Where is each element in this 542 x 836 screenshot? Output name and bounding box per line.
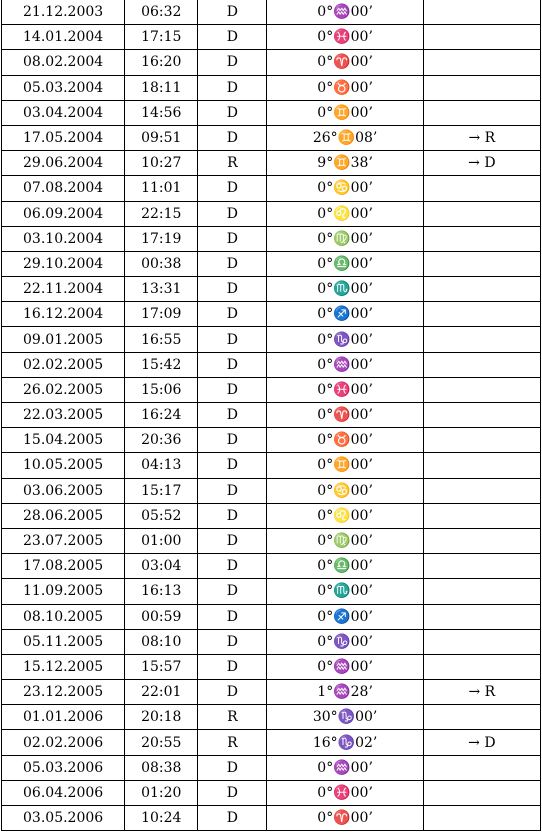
- direction-cell: D: [198, 755, 267, 780]
- position-cell: 0°♓00’: [267, 780, 423, 805]
- position-cell: 0°♈00’: [267, 403, 423, 428]
- time-cell: 16:55: [125, 327, 198, 352]
- station-note-cell: [423, 755, 540, 780]
- position-cell: 1°♒28’: [267, 680, 423, 705]
- date-cell: 09.01.2005: [2, 327, 125, 352]
- date-cell: 07.08.2004: [2, 176, 125, 201]
- table-row: [2, 654, 541, 679]
- station-note-cell: [423, 75, 540, 100]
- position-cell: 0°♑00’: [267, 327, 423, 352]
- position-cell: 0°♎00’: [267, 251, 423, 276]
- ephemeris-table: [1, 0, 541, 831]
- position-cell: 0°♍00’: [267, 528, 423, 553]
- position-cell: 0°♒00’: [267, 755, 423, 780]
- station-note-cell: [423, 251, 540, 276]
- time-cell: 01:20: [125, 780, 198, 805]
- direction-cell: D: [198, 629, 267, 654]
- date-cell: 23.07.2005: [2, 528, 125, 553]
- date-cell: 14.01.2004: [2, 25, 125, 50]
- time-cell: 09:51: [125, 125, 198, 150]
- direction-cell: D: [198, 125, 267, 150]
- time-cell: 15:06: [125, 377, 198, 402]
- table-row: [2, 453, 541, 478]
- station-note-cell: [423, 0, 540, 25]
- position-cell: 0°♋00’: [267, 478, 423, 503]
- date-cell: 10.05.2005: [2, 453, 125, 478]
- table-row: [2, 554, 541, 579]
- date-cell: 03.04.2004: [2, 100, 125, 125]
- position-cell: 0°♒00’: [267, 654, 423, 679]
- station-note-cell: [423, 528, 540, 553]
- time-cell: 22:01: [125, 680, 198, 705]
- direction-cell: D: [198, 503, 267, 528]
- direction-cell: D: [198, 201, 267, 226]
- direction-cell: D: [198, 75, 267, 100]
- time-cell: 01:00: [125, 528, 198, 553]
- table-row: [2, 125, 541, 150]
- station-note-cell: → D: [423, 730, 540, 755]
- position-cell: 0°♒00’: [267, 0, 423, 25]
- table-row: [2, 226, 541, 251]
- station-note-cell: [423, 428, 540, 453]
- table-row: [2, 201, 541, 226]
- time-cell: 20:18: [125, 705, 198, 730]
- station-note-cell: [423, 327, 540, 352]
- table-row: [2, 151, 541, 176]
- station-note-cell: [423, 377, 540, 402]
- date-cell: 26.02.2005: [2, 377, 125, 402]
- direction-cell: D: [198, 302, 267, 327]
- time-cell: 04:13: [125, 453, 198, 478]
- position-cell: 30°♑00’: [267, 705, 423, 730]
- date-cell: 17.05.2004: [2, 125, 125, 150]
- station-note-cell: [423, 226, 540, 251]
- position-cell: 0°♌00’: [267, 201, 423, 226]
- date-cell: 06.09.2004: [2, 201, 125, 226]
- table-row: [2, 377, 541, 402]
- table-row: [2, 478, 541, 503]
- time-cell: 20:36: [125, 428, 198, 453]
- direction-cell: D: [198, 579, 267, 604]
- date-cell: 05.03.2006: [2, 755, 125, 780]
- direction-cell: D: [198, 528, 267, 553]
- station-note-cell: [423, 277, 540, 302]
- direction-cell: D: [198, 100, 267, 125]
- direction-cell: D: [198, 377, 267, 402]
- position-cell: 0°♉00’: [267, 75, 423, 100]
- time-cell: 17:19: [125, 226, 198, 251]
- time-cell: 00:59: [125, 604, 198, 629]
- table-row: [2, 251, 541, 276]
- date-cell: 11.09.2005: [2, 579, 125, 604]
- direction-cell: D: [198, 25, 267, 50]
- table-row: [2, 604, 541, 629]
- position-cell: 0°♉00’: [267, 428, 423, 453]
- station-note-cell: [423, 604, 540, 629]
- date-cell: 05.11.2005: [2, 629, 125, 654]
- table-row: [2, 780, 541, 805]
- position-cell: 0°♏00’: [267, 579, 423, 604]
- date-cell: 08.02.2004: [2, 50, 125, 75]
- position-cell: 0°♒00’: [267, 352, 423, 377]
- position-cell: 0°♊00’: [267, 100, 423, 125]
- station-note-cell: [423, 403, 540, 428]
- date-cell: 22.11.2004: [2, 277, 125, 302]
- table-row: [2, 730, 541, 755]
- station-note-cell: [423, 654, 540, 679]
- direction-cell: D: [198, 453, 267, 478]
- date-cell: 28.06.2005: [2, 503, 125, 528]
- direction-cell: D: [198, 251, 267, 276]
- date-cell: 16.12.2004: [2, 302, 125, 327]
- direction-cell: D: [198, 680, 267, 705]
- direction-cell: D: [198, 806, 267, 831]
- station-note-cell: [423, 25, 540, 50]
- date-cell: 23.12.2005: [2, 680, 125, 705]
- station-note-cell: [423, 503, 540, 528]
- position-cell: 0°♏00’: [267, 277, 423, 302]
- station-note-cell: → R: [423, 680, 540, 705]
- station-note-cell: [423, 176, 540, 201]
- position-cell: 9°♊38’: [267, 151, 423, 176]
- table-row: [2, 100, 541, 125]
- station-note-cell: [423, 352, 540, 377]
- station-note-cell: [423, 579, 540, 604]
- table-row: [2, 629, 541, 654]
- time-cell: 11:01: [125, 176, 198, 201]
- table-row: [2, 806, 541, 831]
- position-cell: 0°♓00’: [267, 377, 423, 402]
- position-cell: 0°♊00’: [267, 453, 423, 478]
- direction-cell: D: [198, 0, 267, 25]
- table-row: [2, 705, 541, 730]
- station-note-cell: → R: [423, 125, 540, 150]
- station-note-cell: [423, 453, 540, 478]
- position-cell: 26°♊08’: [267, 125, 423, 150]
- position-cell: 0°♍00’: [267, 226, 423, 251]
- date-cell: 29.10.2004: [2, 251, 125, 276]
- time-cell: 00:38: [125, 251, 198, 276]
- station-note-cell: [423, 100, 540, 125]
- time-cell: 17:15: [125, 25, 198, 50]
- table-row: [2, 75, 541, 100]
- time-cell: 22:15: [125, 201, 198, 226]
- table-row: [2, 503, 541, 528]
- direction-cell: D: [198, 277, 267, 302]
- time-cell: 15:42: [125, 352, 198, 377]
- station-note-cell: [423, 780, 540, 805]
- station-note-cell: [423, 629, 540, 654]
- station-note-cell: [423, 50, 540, 75]
- direction-cell: D: [198, 176, 267, 201]
- time-cell: 10:24: [125, 806, 198, 831]
- table-row: [2, 428, 541, 453]
- date-cell: 21.12.2003: [2, 0, 125, 25]
- time-cell: 08:10: [125, 629, 198, 654]
- date-cell: 03.06.2005: [2, 478, 125, 503]
- time-cell: 10:27: [125, 151, 198, 176]
- table-row: [2, 176, 541, 201]
- direction-cell: D: [198, 327, 267, 352]
- direction-cell: D: [198, 403, 267, 428]
- date-cell: 15.12.2005: [2, 654, 125, 679]
- position-cell: 16°♑02’: [267, 730, 423, 755]
- table-row: [2, 50, 541, 75]
- direction-cell: D: [198, 50, 267, 75]
- table-row: [2, 277, 541, 302]
- time-cell: 18:11: [125, 75, 198, 100]
- table-row: [2, 680, 541, 705]
- direction-cell: R: [198, 730, 267, 755]
- station-note-cell: [423, 201, 540, 226]
- date-cell: 06.04.2006: [2, 780, 125, 805]
- direction-cell: D: [198, 554, 267, 579]
- time-cell: 05:52: [125, 503, 198, 528]
- time-cell: 03:04: [125, 554, 198, 579]
- table-row: [2, 755, 541, 780]
- date-cell: 08.10.2005: [2, 604, 125, 629]
- time-cell: 14:56: [125, 100, 198, 125]
- time-cell: 15:17: [125, 478, 198, 503]
- date-cell: 01.01.2006: [2, 705, 125, 730]
- station-note-cell: [423, 302, 540, 327]
- time-cell: 17:09: [125, 302, 198, 327]
- station-note-cell: → D: [423, 151, 540, 176]
- position-cell: 0°♐00’: [267, 302, 423, 327]
- table-row: [2, 579, 541, 604]
- direction-cell: R: [198, 705, 267, 730]
- station-note-cell: [423, 478, 540, 503]
- direction-cell: D: [198, 226, 267, 251]
- ephemeris-table-body: [2, 0, 541, 831]
- table-row: [2, 352, 541, 377]
- date-cell: 03.05.2006: [2, 806, 125, 831]
- time-cell: 16:13: [125, 579, 198, 604]
- direction-cell: D: [198, 352, 267, 377]
- time-cell: 15:57: [125, 654, 198, 679]
- date-cell: 02.02.2005: [2, 352, 125, 377]
- position-cell: 0°♌00’: [267, 503, 423, 528]
- direction-cell: D: [198, 780, 267, 805]
- date-cell: 17.08.2005: [2, 554, 125, 579]
- position-cell: 0°♋00’: [267, 176, 423, 201]
- position-cell: 0°♓00’: [267, 25, 423, 50]
- position-cell: 0°♑00’: [267, 629, 423, 654]
- table-row: [2, 0, 541, 25]
- table-row: [2, 403, 541, 428]
- date-cell: 03.10.2004: [2, 226, 125, 251]
- table-row: [2, 327, 541, 352]
- station-note-cell: [423, 705, 540, 730]
- direction-cell: R: [198, 151, 267, 176]
- date-cell: 15.04.2005: [2, 428, 125, 453]
- table-row: [2, 528, 541, 553]
- direction-cell: D: [198, 604, 267, 629]
- direction-cell: D: [198, 654, 267, 679]
- position-cell: 0°♎00’: [267, 554, 423, 579]
- position-cell: 0°♈00’: [267, 806, 423, 831]
- date-cell: 05.03.2004: [2, 75, 125, 100]
- time-cell: 06:32: [125, 0, 198, 25]
- table-row: [2, 302, 541, 327]
- station-note-cell: [423, 554, 540, 579]
- time-cell: 16:20: [125, 50, 198, 75]
- position-cell: 0°♐00’: [267, 604, 423, 629]
- direction-cell: D: [198, 428, 267, 453]
- date-cell: 22.03.2005: [2, 403, 125, 428]
- table-row: [2, 25, 541, 50]
- time-cell: 08:38: [125, 755, 198, 780]
- date-cell: 02.02.2006: [2, 730, 125, 755]
- time-cell: 20:55: [125, 730, 198, 755]
- position-cell: 0°♈00’: [267, 50, 423, 75]
- time-cell: 13:31: [125, 277, 198, 302]
- date-cell: 29.06.2004: [2, 151, 125, 176]
- time-cell: 16:24: [125, 403, 198, 428]
- station-note-cell: [423, 806, 540, 831]
- direction-cell: D: [198, 478, 267, 503]
